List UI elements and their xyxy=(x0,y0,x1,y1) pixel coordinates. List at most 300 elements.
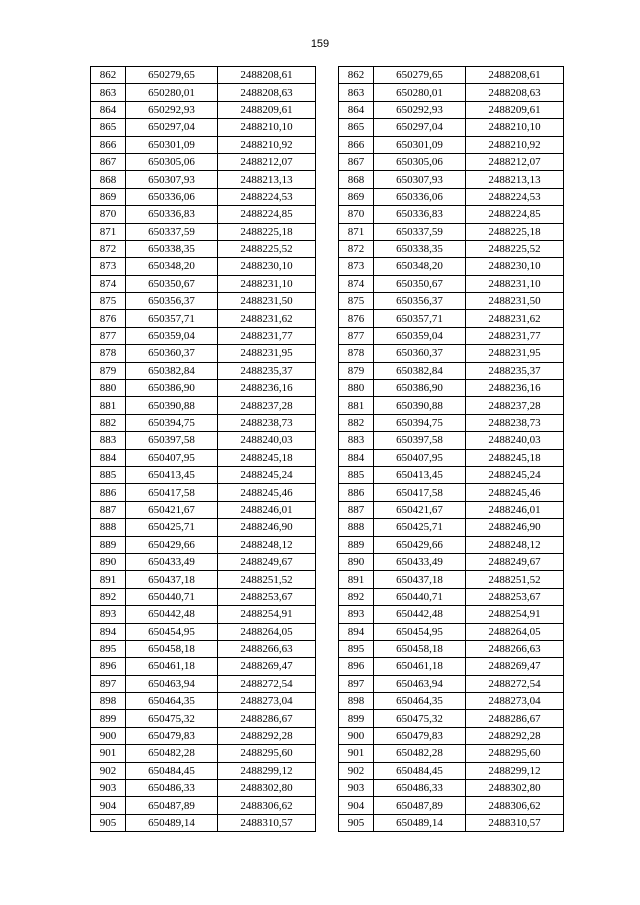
x-coordinate-cell: 650307,93 xyxy=(126,171,218,188)
y-coordinate-cell: 2488208,63 xyxy=(218,84,316,101)
point-number-cell: 887 xyxy=(339,501,374,518)
x-coordinate-cell: 650336,06 xyxy=(374,188,466,205)
table-row xyxy=(91,675,316,692)
point-number-cell: 881 xyxy=(91,397,126,414)
table-row xyxy=(91,414,316,431)
x-coordinate-cell: 650429,66 xyxy=(126,536,218,553)
point-number-cell: 890 xyxy=(339,553,374,570)
y-coordinate-cell: 2488237,28 xyxy=(218,397,316,414)
y-coordinate-cell: 2488231,95 xyxy=(466,345,564,362)
y-coordinate-cell: 2488231,10 xyxy=(218,275,316,292)
table-row xyxy=(91,762,316,779)
y-coordinate-cell: 2488246,90 xyxy=(466,519,564,536)
x-coordinate-cell: 650337,59 xyxy=(126,223,218,240)
table-row xyxy=(339,188,564,205)
point-number-cell: 901 xyxy=(339,745,374,762)
x-coordinate-cell: 650348,20 xyxy=(126,258,218,275)
point-number-cell: 874 xyxy=(91,275,126,292)
point-number-cell: 880 xyxy=(91,380,126,397)
y-coordinate-cell: 2488253,67 xyxy=(218,588,316,605)
table-row xyxy=(91,258,316,275)
y-coordinate-cell: 2488264,05 xyxy=(218,623,316,640)
x-coordinate-cell: 650425,71 xyxy=(126,519,218,536)
table-row xyxy=(91,397,316,414)
x-coordinate-cell: 650394,75 xyxy=(374,414,466,431)
point-number-cell: 895 xyxy=(339,640,374,657)
x-coordinate-cell: 650397,58 xyxy=(374,432,466,449)
point-number-cell: 903 xyxy=(91,780,126,797)
table-row xyxy=(91,310,316,327)
table-row xyxy=(339,762,564,779)
table-row xyxy=(91,588,316,605)
x-coordinate-cell: 650407,95 xyxy=(374,449,466,466)
y-coordinate-cell: 2488240,03 xyxy=(466,432,564,449)
x-coordinate-cell: 650280,01 xyxy=(126,84,218,101)
point-number-cell: 873 xyxy=(91,258,126,275)
x-coordinate-cell: 650390,88 xyxy=(374,397,466,414)
x-coordinate-cell: 650360,37 xyxy=(374,345,466,362)
table-row xyxy=(91,449,316,466)
point-number-cell: 882 xyxy=(339,414,374,431)
x-coordinate-cell: 650421,67 xyxy=(126,501,218,518)
y-coordinate-cell: 2488254,91 xyxy=(466,606,564,623)
table-row xyxy=(91,658,316,675)
table-row xyxy=(339,536,564,553)
x-coordinate-cell: 650390,88 xyxy=(126,397,218,414)
x-coordinate-cell: 650437,18 xyxy=(126,571,218,588)
x-coordinate-cell: 650337,59 xyxy=(374,223,466,240)
table-row xyxy=(91,727,316,744)
point-number-cell: 865 xyxy=(339,119,374,136)
point-number-cell: 896 xyxy=(339,658,374,675)
x-coordinate-cell: 650433,49 xyxy=(126,553,218,570)
y-coordinate-cell: 2488236,16 xyxy=(466,380,564,397)
x-coordinate-cell: 650413,45 xyxy=(374,466,466,483)
table-row xyxy=(339,136,564,153)
point-number-cell: 864 xyxy=(91,101,126,118)
table-row xyxy=(91,119,316,136)
table-row xyxy=(91,362,316,379)
x-coordinate-cell: 650421,67 xyxy=(374,501,466,518)
y-coordinate-cell: 2488292,28 xyxy=(218,727,316,744)
y-coordinate-cell: 2488245,18 xyxy=(466,449,564,466)
x-coordinate-cell: 650487,89 xyxy=(374,797,466,814)
table-row xyxy=(339,588,564,605)
point-number-cell: 869 xyxy=(91,188,126,205)
point-number-cell: 879 xyxy=(91,362,126,379)
coordinates-table-left xyxy=(90,66,316,832)
point-number-cell: 902 xyxy=(91,762,126,779)
x-coordinate-cell: 650357,71 xyxy=(374,310,466,327)
table-row xyxy=(339,84,564,101)
x-coordinate-cell: 650479,83 xyxy=(126,727,218,744)
page-number: 159 xyxy=(310,38,330,50)
table-row xyxy=(339,397,564,414)
table-row xyxy=(339,258,564,275)
x-coordinate-cell: 650486,33 xyxy=(126,780,218,797)
y-coordinate-cell: 2488306,62 xyxy=(466,797,564,814)
y-coordinate-cell: 2488286,67 xyxy=(466,710,564,727)
point-number-cell: 885 xyxy=(339,466,374,483)
table-row xyxy=(91,206,316,223)
y-coordinate-cell: 2488249,67 xyxy=(218,553,316,570)
y-coordinate-cell: 2488253,67 xyxy=(466,588,564,605)
table-row xyxy=(91,223,316,240)
x-coordinate-cell: 650407,95 xyxy=(126,449,218,466)
x-coordinate-cell: 650458,18 xyxy=(374,640,466,657)
point-number-cell: 883 xyxy=(339,432,374,449)
point-number-cell: 876 xyxy=(91,310,126,327)
y-coordinate-cell: 2488212,07 xyxy=(218,153,316,170)
table-row xyxy=(91,432,316,449)
table-row xyxy=(339,223,564,240)
point-number-cell: 905 xyxy=(91,814,126,831)
y-coordinate-cell: 2488248,12 xyxy=(218,536,316,553)
table-row xyxy=(339,675,564,692)
y-coordinate-cell: 2488236,16 xyxy=(218,380,316,397)
y-coordinate-cell: 2488231,77 xyxy=(218,327,316,344)
table-row xyxy=(91,153,316,170)
point-number-cell: 869 xyxy=(339,188,374,205)
x-coordinate-cell: 650356,37 xyxy=(374,293,466,310)
y-coordinate-cell: 2488246,01 xyxy=(466,501,564,518)
table-row xyxy=(91,293,316,310)
x-coordinate-cell: 650475,32 xyxy=(374,710,466,727)
table-row xyxy=(91,136,316,153)
x-coordinate-cell: 650397,58 xyxy=(126,432,218,449)
table-row xyxy=(91,623,316,640)
x-coordinate-cell: 650359,04 xyxy=(126,327,218,344)
x-coordinate-cell: 650417,58 xyxy=(126,484,218,501)
table-row xyxy=(91,240,316,257)
y-coordinate-cell: 2488225,52 xyxy=(218,240,316,257)
y-coordinate-cell: 2488210,92 xyxy=(218,136,316,153)
table-row xyxy=(91,797,316,814)
x-coordinate-cell: 650386,90 xyxy=(126,380,218,397)
table-row xyxy=(339,449,564,466)
table-row xyxy=(91,553,316,570)
x-coordinate-cell: 650454,95 xyxy=(374,623,466,640)
point-number-cell: 865 xyxy=(91,119,126,136)
x-coordinate-cell: 650440,71 xyxy=(126,588,218,605)
point-number-cell: 872 xyxy=(339,240,374,257)
y-coordinate-cell: 2488269,47 xyxy=(218,658,316,675)
point-number-cell: 871 xyxy=(91,223,126,240)
y-coordinate-cell: 2488286,67 xyxy=(218,710,316,727)
table-row xyxy=(91,519,316,536)
y-coordinate-cell: 2488254,91 xyxy=(218,606,316,623)
point-number-cell: 862 xyxy=(339,67,374,84)
table-row xyxy=(339,640,564,657)
point-number-cell: 888 xyxy=(339,519,374,536)
point-number-cell: 899 xyxy=(339,710,374,727)
y-coordinate-cell: 2488269,47 xyxy=(466,658,564,675)
table-row xyxy=(91,640,316,657)
table-row xyxy=(339,310,564,327)
y-coordinate-cell: 2488212,07 xyxy=(466,153,564,170)
point-number-cell: 876 xyxy=(339,310,374,327)
x-coordinate-cell: 650442,48 xyxy=(374,606,466,623)
table-row xyxy=(339,153,564,170)
y-coordinate-cell: 2488235,37 xyxy=(466,362,564,379)
x-coordinate-cell: 650338,35 xyxy=(126,240,218,257)
y-coordinate-cell: 2488225,18 xyxy=(218,223,316,240)
table-row xyxy=(339,484,564,501)
point-number-cell: 891 xyxy=(339,571,374,588)
y-coordinate-cell: 2488295,60 xyxy=(218,745,316,762)
x-coordinate-cell: 650440,71 xyxy=(374,588,466,605)
x-coordinate-cell: 650336,06 xyxy=(126,188,218,205)
y-coordinate-cell: 2488264,05 xyxy=(466,623,564,640)
table-row xyxy=(339,571,564,588)
x-coordinate-cell: 650305,06 xyxy=(374,153,466,170)
table-row xyxy=(339,553,564,570)
table-row xyxy=(91,171,316,188)
point-number-cell: 870 xyxy=(91,206,126,223)
x-coordinate-cell: 650279,65 xyxy=(374,67,466,84)
x-coordinate-cell: 650305,06 xyxy=(126,153,218,170)
y-coordinate-cell: 2488273,04 xyxy=(466,693,564,710)
table-row xyxy=(339,119,564,136)
table-row xyxy=(91,84,316,101)
x-coordinate-cell: 650413,45 xyxy=(126,466,218,483)
table-row xyxy=(339,432,564,449)
y-coordinate-cell: 2488213,13 xyxy=(218,171,316,188)
point-number-cell: 875 xyxy=(91,293,126,310)
point-number-cell: 903 xyxy=(339,780,374,797)
table-row xyxy=(91,780,316,797)
table-row xyxy=(91,67,316,84)
table-row xyxy=(339,727,564,744)
y-coordinate-cell: 2488299,12 xyxy=(466,762,564,779)
y-coordinate-cell: 2488292,28 xyxy=(466,727,564,744)
table-row xyxy=(339,780,564,797)
y-coordinate-cell: 2488209,61 xyxy=(218,101,316,118)
x-coordinate-cell: 650482,28 xyxy=(374,745,466,762)
point-number-cell: 868 xyxy=(91,171,126,188)
table-row xyxy=(91,693,316,710)
table-row xyxy=(339,240,564,257)
table-row xyxy=(339,171,564,188)
y-coordinate-cell: 2488310,57 xyxy=(466,814,564,831)
y-coordinate-cell: 2488306,62 xyxy=(218,797,316,814)
x-coordinate-cell: 650429,66 xyxy=(374,536,466,553)
x-coordinate-cell: 650350,67 xyxy=(126,275,218,292)
x-coordinate-cell: 650360,37 xyxy=(126,345,218,362)
point-number-cell: 887 xyxy=(91,501,126,518)
y-coordinate-cell: 2488210,92 xyxy=(466,136,564,153)
table-row xyxy=(339,519,564,536)
x-coordinate-cell: 650442,48 xyxy=(126,606,218,623)
point-number-cell: 872 xyxy=(91,240,126,257)
point-number-cell: 868 xyxy=(339,171,374,188)
point-number-cell: 893 xyxy=(339,606,374,623)
point-number-cell: 898 xyxy=(339,693,374,710)
y-coordinate-cell: 2488208,61 xyxy=(466,67,564,84)
y-coordinate-cell: 2488231,77 xyxy=(466,327,564,344)
point-number-cell: 882 xyxy=(91,414,126,431)
point-number-cell: 904 xyxy=(339,797,374,814)
point-number-cell: 862 xyxy=(91,67,126,84)
point-number-cell: 885 xyxy=(91,466,126,483)
point-number-cell: 889 xyxy=(91,536,126,553)
table-row xyxy=(91,710,316,727)
x-coordinate-cell: 650461,18 xyxy=(374,658,466,675)
x-coordinate-cell: 650484,45 xyxy=(374,762,466,779)
x-coordinate-cell: 650417,58 xyxy=(374,484,466,501)
x-coordinate-cell: 650280,01 xyxy=(374,84,466,101)
point-number-cell: 904 xyxy=(91,797,126,814)
y-coordinate-cell: 2488248,12 xyxy=(466,536,564,553)
y-coordinate-cell: 2488240,03 xyxy=(218,432,316,449)
y-coordinate-cell: 2488246,01 xyxy=(218,501,316,518)
x-coordinate-cell: 650484,45 xyxy=(126,762,218,779)
point-number-cell: 867 xyxy=(91,153,126,170)
x-coordinate-cell: 650464,35 xyxy=(374,693,466,710)
table-row xyxy=(91,188,316,205)
table-row xyxy=(339,658,564,675)
table-row xyxy=(339,362,564,379)
table-row xyxy=(339,206,564,223)
point-number-cell: 902 xyxy=(339,762,374,779)
table-row xyxy=(91,571,316,588)
x-coordinate-cell: 650479,83 xyxy=(374,727,466,744)
point-number-cell: 866 xyxy=(339,136,374,153)
x-coordinate-cell: 650357,71 xyxy=(126,310,218,327)
point-number-cell: 900 xyxy=(91,727,126,744)
y-coordinate-cell: 2488231,50 xyxy=(218,293,316,310)
point-number-cell: 883 xyxy=(91,432,126,449)
point-number-cell: 874 xyxy=(339,275,374,292)
y-coordinate-cell: 2488302,80 xyxy=(466,780,564,797)
coordinates-table-right xyxy=(338,66,564,832)
table-row xyxy=(91,275,316,292)
table-row xyxy=(339,67,564,84)
y-coordinate-cell: 2488245,46 xyxy=(218,484,316,501)
point-number-cell: 886 xyxy=(339,484,374,501)
y-coordinate-cell: 2488251,52 xyxy=(466,571,564,588)
point-number-cell: 890 xyxy=(91,553,126,570)
table-row xyxy=(339,710,564,727)
table-row xyxy=(339,414,564,431)
x-coordinate-cell: 650386,90 xyxy=(374,380,466,397)
point-number-cell: 886 xyxy=(91,484,126,501)
table-row xyxy=(339,345,564,362)
x-coordinate-cell: 650461,18 xyxy=(126,658,218,675)
point-number-cell: 901 xyxy=(91,745,126,762)
x-coordinate-cell: 650350,67 xyxy=(374,275,466,292)
x-coordinate-cell: 650482,28 xyxy=(126,745,218,762)
x-coordinate-cell: 650336,83 xyxy=(374,206,466,223)
x-coordinate-cell: 650307,93 xyxy=(374,171,466,188)
point-number-cell: 896 xyxy=(91,658,126,675)
table-row xyxy=(339,101,564,118)
x-coordinate-cell: 650297,04 xyxy=(374,119,466,136)
x-coordinate-cell: 650297,04 xyxy=(126,119,218,136)
y-coordinate-cell: 2488224,53 xyxy=(218,188,316,205)
point-number-cell: 880 xyxy=(339,380,374,397)
x-coordinate-cell: 650475,32 xyxy=(126,710,218,727)
table-row xyxy=(91,536,316,553)
x-coordinate-cell: 650338,35 xyxy=(374,240,466,257)
y-coordinate-cell: 2488210,10 xyxy=(466,119,564,136)
table-row xyxy=(91,327,316,344)
x-coordinate-cell: 650433,49 xyxy=(374,553,466,570)
point-number-cell: 893 xyxy=(91,606,126,623)
y-coordinate-cell: 2488245,46 xyxy=(466,484,564,501)
point-number-cell: 899 xyxy=(91,710,126,727)
point-number-cell: 900 xyxy=(339,727,374,744)
y-coordinate-cell: 2488213,13 xyxy=(466,171,564,188)
x-coordinate-cell: 650336,83 xyxy=(126,206,218,223)
point-number-cell: 889 xyxy=(339,536,374,553)
point-number-cell: 894 xyxy=(91,623,126,640)
point-number-cell: 870 xyxy=(339,206,374,223)
point-number-cell: 894 xyxy=(339,623,374,640)
table-row xyxy=(339,814,564,831)
point-number-cell: 897 xyxy=(91,675,126,692)
y-coordinate-cell: 2488231,50 xyxy=(466,293,564,310)
table-row xyxy=(91,501,316,518)
point-number-cell: 879 xyxy=(339,362,374,379)
x-coordinate-cell: 650301,09 xyxy=(374,136,466,153)
x-coordinate-cell: 650279,65 xyxy=(126,67,218,84)
table-row xyxy=(91,380,316,397)
y-coordinate-cell: 2488245,24 xyxy=(218,466,316,483)
table-row xyxy=(91,484,316,501)
table-row xyxy=(339,380,564,397)
y-coordinate-cell: 2488299,12 xyxy=(218,762,316,779)
table-row xyxy=(339,501,564,518)
x-coordinate-cell: 650463,94 xyxy=(374,675,466,692)
table-row xyxy=(339,623,564,640)
y-coordinate-cell: 2488230,10 xyxy=(466,258,564,275)
y-coordinate-cell: 2488237,28 xyxy=(466,397,564,414)
y-coordinate-cell: 2488224,53 xyxy=(466,188,564,205)
y-coordinate-cell: 2488235,37 xyxy=(218,362,316,379)
y-coordinate-cell: 2488295,60 xyxy=(466,745,564,762)
point-number-cell: 866 xyxy=(91,136,126,153)
point-number-cell: 898 xyxy=(91,693,126,710)
table-row xyxy=(339,693,564,710)
point-number-cell: 888 xyxy=(91,519,126,536)
y-coordinate-cell: 2488208,63 xyxy=(466,84,564,101)
point-number-cell: 905 xyxy=(339,814,374,831)
y-coordinate-cell: 2488251,52 xyxy=(218,571,316,588)
table-row xyxy=(339,466,564,483)
y-coordinate-cell: 2488272,54 xyxy=(218,675,316,692)
point-number-cell: 892 xyxy=(339,588,374,605)
y-coordinate-cell: 2488231,95 xyxy=(218,345,316,362)
point-number-cell: 871 xyxy=(339,223,374,240)
y-coordinate-cell: 2488230,10 xyxy=(218,258,316,275)
table-row xyxy=(91,745,316,762)
y-coordinate-cell: 2488273,04 xyxy=(218,693,316,710)
table-row xyxy=(339,327,564,344)
y-coordinate-cell: 2488210,10 xyxy=(218,119,316,136)
y-coordinate-cell: 2488272,54 xyxy=(466,675,564,692)
table-row xyxy=(91,466,316,483)
table-row xyxy=(339,275,564,292)
x-coordinate-cell: 650348,20 xyxy=(374,258,466,275)
point-number-cell: 875 xyxy=(339,293,374,310)
y-coordinate-cell: 2488246,90 xyxy=(218,519,316,536)
x-coordinate-cell: 650458,18 xyxy=(126,640,218,657)
y-coordinate-cell: 2488224,85 xyxy=(218,206,316,223)
table-row xyxy=(339,745,564,762)
point-number-cell: 878 xyxy=(339,345,374,362)
x-coordinate-cell: 650359,04 xyxy=(374,327,466,344)
